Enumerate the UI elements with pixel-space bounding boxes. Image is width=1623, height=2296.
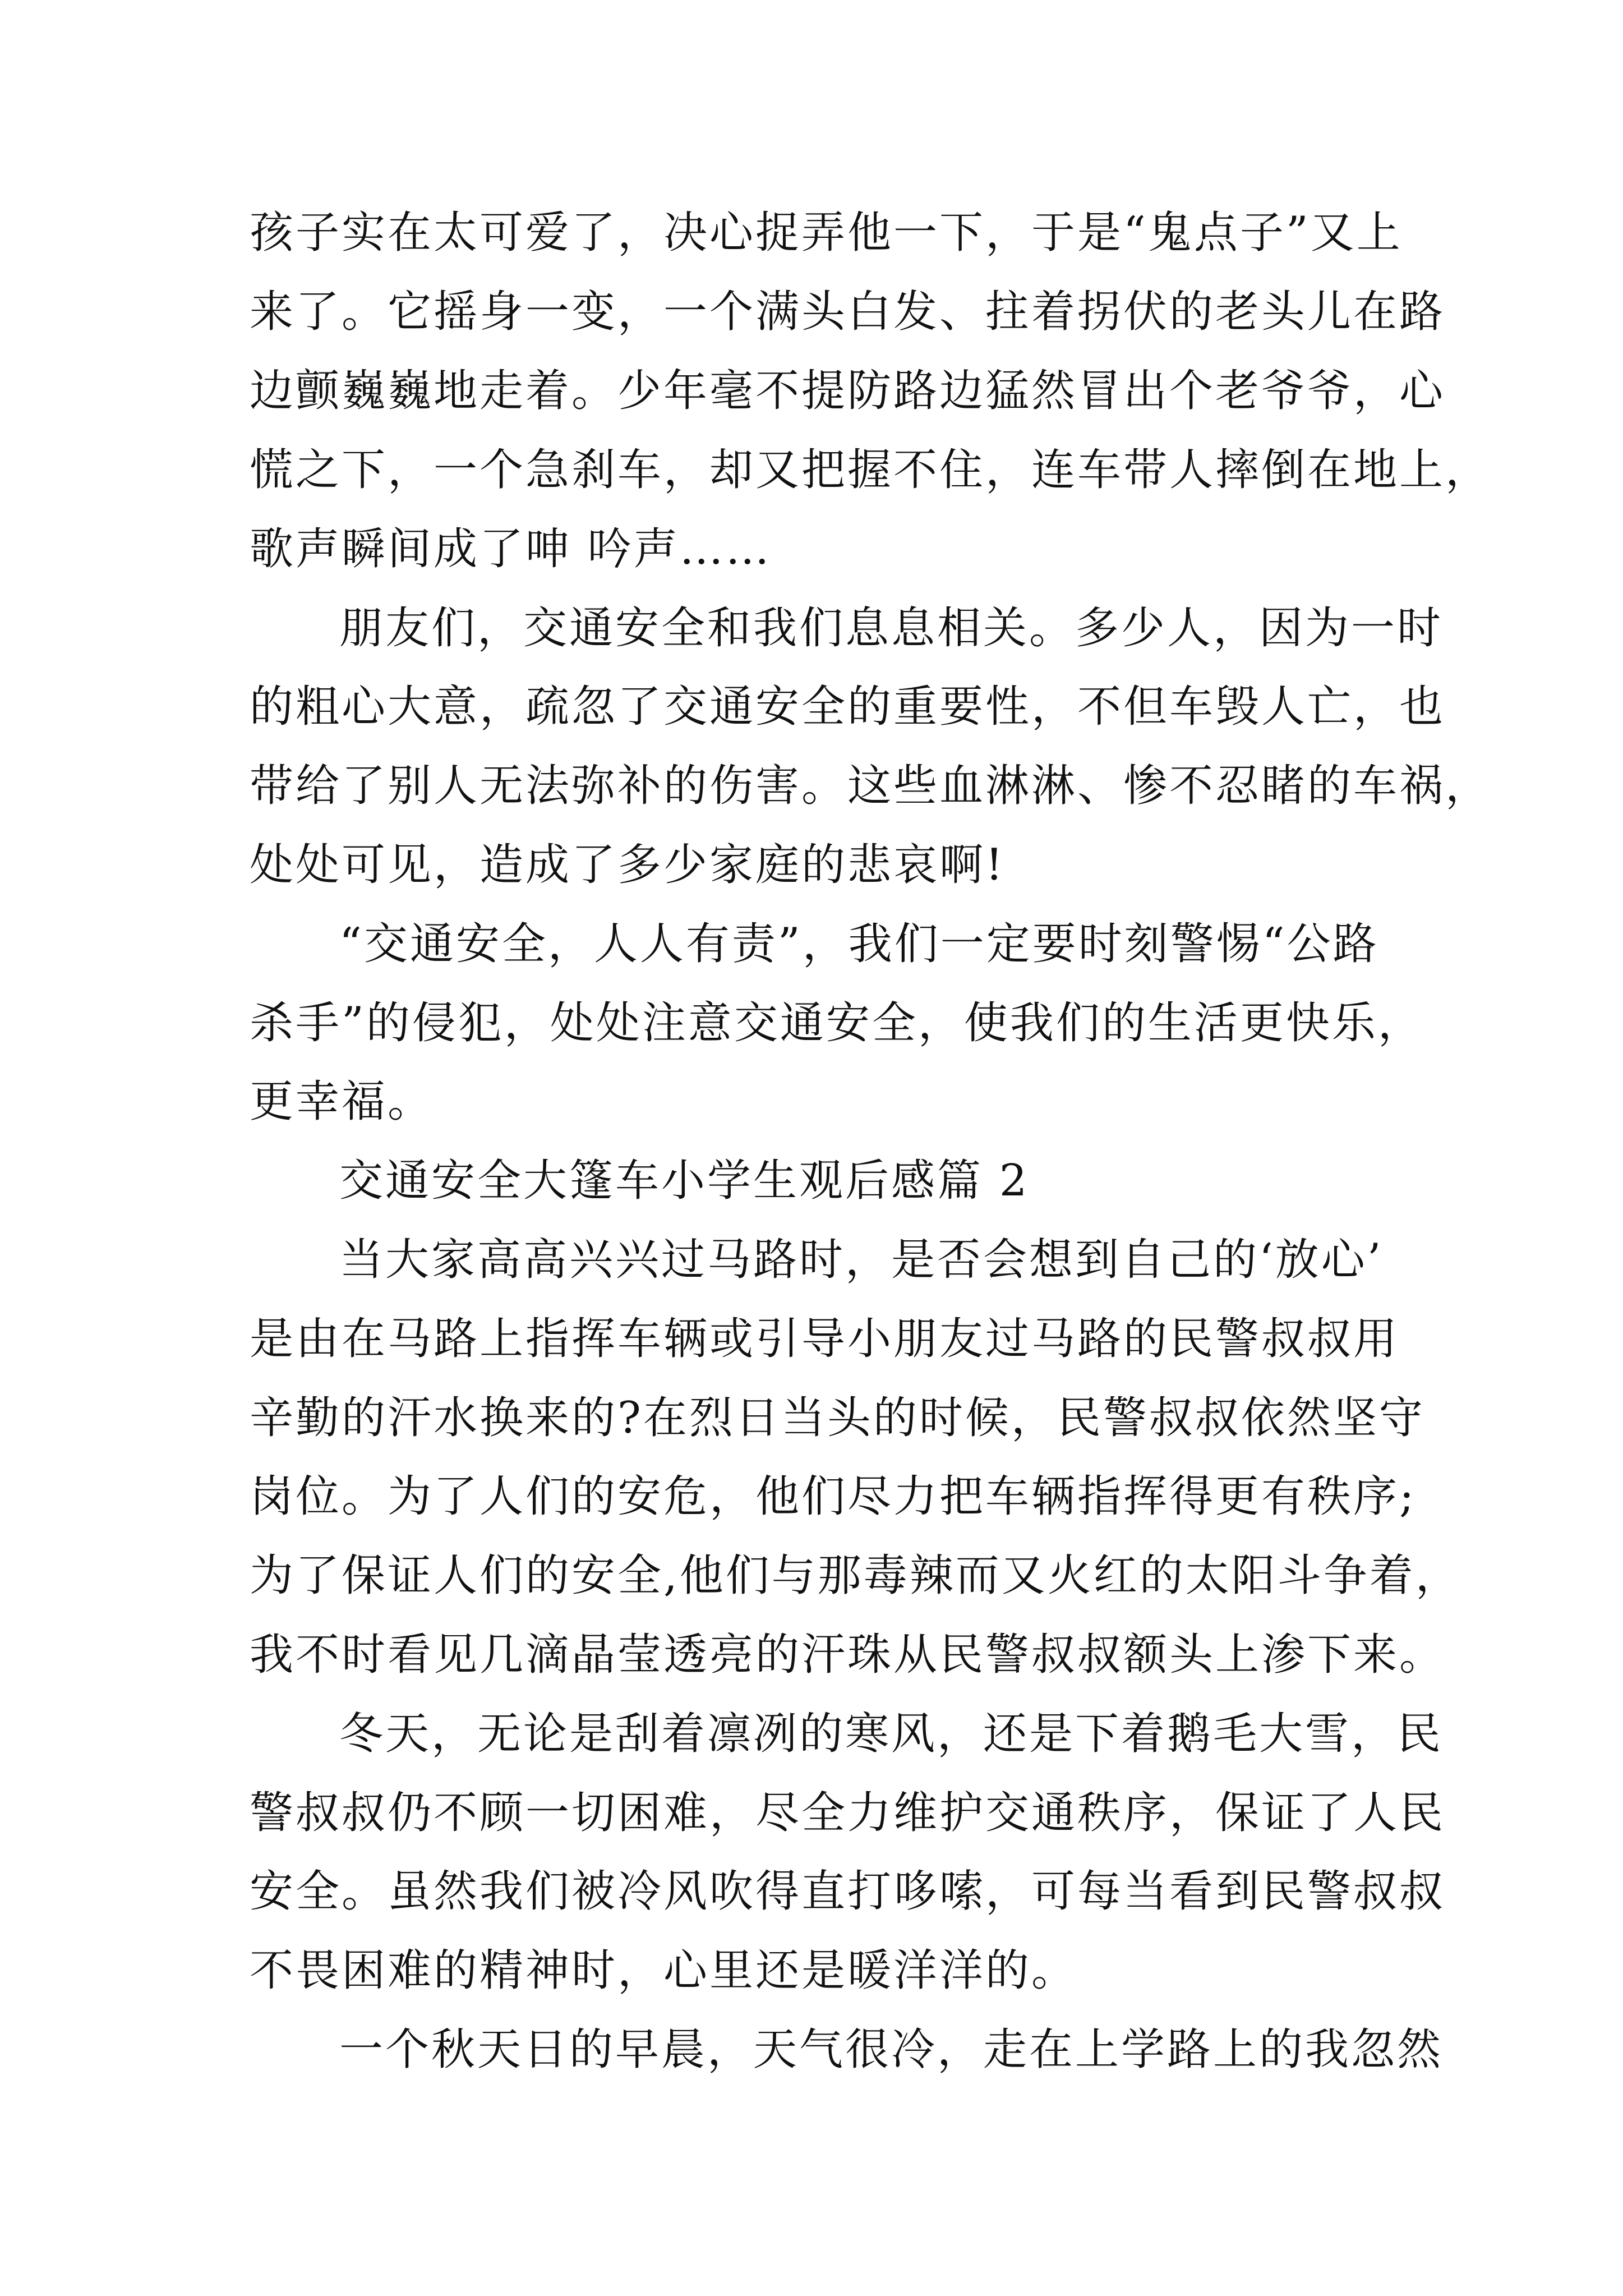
text-line: 歌声瞬间成了呻 吟声……: [250, 524, 772, 574]
text-line: 警叔叔仍不顾一切困难，尽全力维护交通秩序，保证了人民: [250, 1788, 1446, 1838]
text-line: 更幸福。: [250, 1076, 434, 1127]
text-line: 安全。虽然我们被冷风吹得直打哆嗦，可每当看到民警叔叔: [250, 1866, 1446, 1917]
text-line: 慌之下，一个急刹车，却又把握不住，连车带人摔倒在地上，: [250, 445, 1492, 495]
text-line: 的粗心大意，疏忽了交通安全的重要性，不但车毁人亡，也: [250, 682, 1446, 732]
section-heading: 交通安全大篷车小学生观后感篇 2: [339, 1156, 1030, 1206]
paragraph-start-line: 当大家高高兴兴过马路时，是否会想到自己的‘放心’: [339, 1235, 1384, 1285]
paragraph-start-line: 一个秋天日的早晨，天气很冷，走在上学路上的我忽然: [339, 2024, 1444, 2075]
text-line: 辛勤的汗水换来的?在烈日当头的时候，民警叔叔依然坚守: [250, 1393, 1425, 1443]
text-line: 来了。它摇身一变，一个满头白发、拄着拐伏的老头儿在路: [250, 287, 1446, 337]
paragraph-start-line: 朋友们，交通安全和我们息息相关。多少人，因为一时: [339, 603, 1444, 654]
text-line: 不畏困难的精神时，心里还是暖洋洋的。: [250, 1945, 1078, 1996]
text-line: 处处可见，造成了多少家庭的悲哀啊!: [250, 840, 1006, 890]
paragraph-start-line: “交通安全，人人有责”，我们一定要时刻警惕“公路: [339, 919, 1379, 969]
text-line: 我不时看见几滴晶莹透亮的汗珠从民警叔叔额头上渗下来。: [250, 1630, 1446, 1680]
text-line: 杀手”的侵犯，处处注意交通安全，使我们的生活更快乐，: [250, 998, 1424, 1048]
text-line: 孩子实在太可爱了，决心捉弄他一下，于是“鬼点子”又上: [250, 208, 1403, 258]
text-line: 岗位。为了人们的安危，他们尽力把车辆指挥得更有秩序;: [250, 1471, 1417, 1522]
text-line: 带给了别人无法弥补的伤害。这些血淋淋、惨不忍睹的车祸，: [250, 761, 1492, 811]
text-line: 为了保证人们的安全,他们与那毒辣而又火红的太阳斗争着，: [250, 1550, 1461, 1601]
text-line: 是由在马路上指挥车辆或引导小朋友过马路的民警叔叔用: [250, 1314, 1400, 1364]
text-line: 边颤巍巍地走着。少年毫不提防路边猛然冒出个老爷爷，心: [250, 366, 1446, 416]
paragraph-start-line: 冬天，无论是刮着凛冽的寒风，还是下着鹅毛大雪，民: [339, 1709, 1444, 1759]
